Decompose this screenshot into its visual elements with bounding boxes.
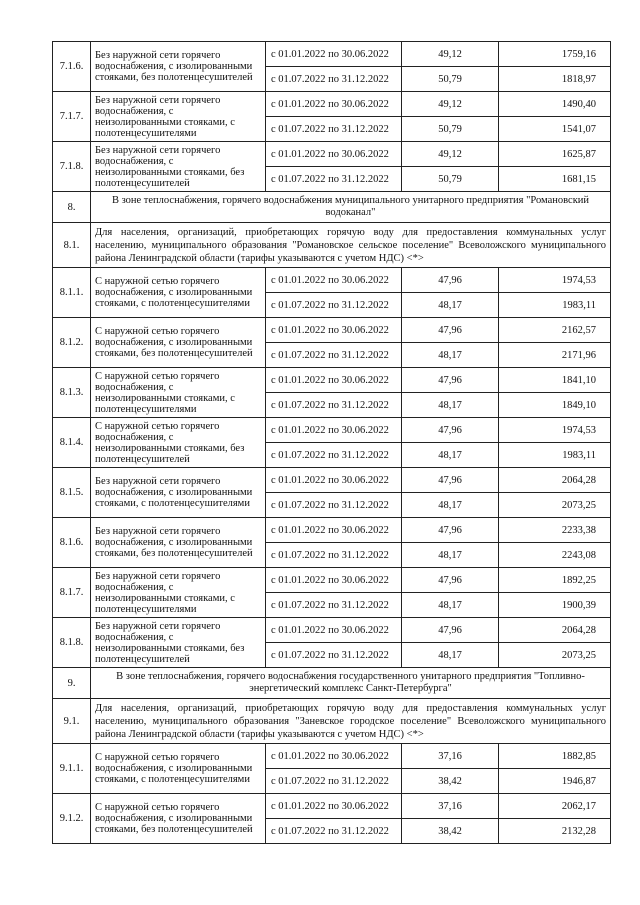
item-description: С наружной сетью горячего водоснабжения, с изолированными стояками, с полотенцесушителями <box>91 268 266 318</box>
tariff-energy-value: 1541,07 <box>499 117 611 142</box>
item-number: 8.1.4. <box>53 418 91 468</box>
item-number: 8.1.8. <box>53 618 91 668</box>
tariff-component-value: 37,16 <box>402 744 499 769</box>
item-description: Без наружной сети горячего водоснабжения, с изолированными стояками, без полотенцесушителей <box>91 42 266 92</box>
item-description: Без наружной сети горячего водоснабжения, с неизолированными стояками, с полотенцесушителями <box>91 92 266 142</box>
tariff-energy-value: 1849,10 <box>499 393 611 418</box>
tariff-component-value: 48,17 <box>402 643 499 668</box>
tariff-row <box>53 794 611 819</box>
tariff-component-value: 47,96 <box>402 568 499 593</box>
tariff-component-value: 48,17 <box>402 593 499 618</box>
tariff-component-value: 49,12 <box>402 92 499 117</box>
period-second-half: с 01.07.2022 по 31.12.2022 <box>266 293 402 318</box>
tariff-component-value: 48,17 <box>402 293 499 318</box>
tariff-energy-value: 1900,39 <box>499 593 611 618</box>
section-heading-row <box>53 668 611 699</box>
item-number: 7.1.6. <box>53 42 91 92</box>
period-first-half: с 01.01.2022 по 30.06.2022 <box>266 468 402 493</box>
period-first-half: с 01.01.2022 по 30.06.2022 <box>266 744 402 769</box>
period-first-half: с 01.01.2022 по 30.06.2022 <box>266 418 402 443</box>
tariff-energy-value: 1983,11 <box>499 293 611 318</box>
item-description: С наружной сетью горячего водоснабжения, с неизолированными стояками, без полотенцесушителей <box>91 418 266 468</box>
item-number: 8.1.7. <box>53 568 91 618</box>
item-number: 9.1.2. <box>53 794 91 844</box>
section-title: Для населения, организаций, приобретающих горячую воду для предоставления коммунальных услуг населению, муниципального образования "Заневское городское поселение" Всеволожского муниципального района Ленинградской области (тарифы указываются с учетом НДС) <*> <box>91 699 611 744</box>
period-second-half: с 01.07.2022 по 31.12.2022 <box>266 67 402 92</box>
tariff-component-value: 48,17 <box>402 493 499 518</box>
period-first-half: с 01.01.2022 по 30.06.2022 <box>266 318 402 343</box>
tariff-energy-value: 1681,15 <box>499 167 611 192</box>
tariff-component-value: 49,12 <box>402 142 499 167</box>
tariff-component-value: 50,79 <box>402 117 499 142</box>
tariff-energy-value: 1882,85 <box>499 744 611 769</box>
item-number: 8.1.3. <box>53 368 91 418</box>
tariff-document-page <box>52 41 610 844</box>
tariff-energy-value: 1946,87 <box>499 769 611 794</box>
tariff-component-value: 48,17 <box>402 443 499 468</box>
section-number: 9.1. <box>53 699 91 744</box>
period-second-half: с 01.07.2022 по 31.12.2022 <box>266 819 402 844</box>
period-first-half: с 01.01.2022 по 30.06.2022 <box>266 568 402 593</box>
period-first-half: с 01.01.2022 по 30.06.2022 <box>266 42 402 67</box>
tariff-energy-value: 2171,96 <box>499 343 611 368</box>
item-description: Без наружной сети горячего водоснабжения, с неизолированными стояками, без полотенцесушителей <box>91 142 266 192</box>
item-description: С наружной сетью горячего водоснабжения, с изолированными стояками, без полотенцесушителей <box>91 318 266 368</box>
tariff-row <box>53 92 611 117</box>
item-number: 9.1.1. <box>53 744 91 794</box>
section-title: В зоне теплоснабжения, горячего водоснабжения государственного унитарного предприятия "Топливно-энергетический комплекс Санкт-Петербурга" <box>91 668 611 699</box>
tariff-table-body <box>53 42 611 844</box>
item-description: Без наружной сети горячего водоснабжения, с изолированными стояками, с полотенцесушителями <box>91 468 266 518</box>
group-heading-row <box>53 223 611 268</box>
tariff-row <box>53 142 611 167</box>
tariff-energy-value: 2064,28 <box>499 468 611 493</box>
period-second-half: с 01.07.2022 по 31.12.2022 <box>266 117 402 142</box>
tariff-row <box>53 518 611 543</box>
tariff-energy-value: 2064,28 <box>499 618 611 643</box>
period-first-half: с 01.01.2022 по 30.06.2022 <box>266 268 402 293</box>
section-title: Для населения, организаций, приобретающих горячую воду для предоставления коммунальных услуг населению, муниципального образования "Романовское сельское поселение" Всеволожского муниципального района Ленинградской области (тарифы указываются с учетом НДС) <*> <box>91 223 611 268</box>
period-first-half: с 01.01.2022 по 30.06.2022 <box>266 142 402 167</box>
item-number: 7.1.7. <box>53 92 91 142</box>
tariff-row <box>53 368 611 393</box>
tariff-component-value: 47,96 <box>402 418 499 443</box>
tariff-component-value: 38,42 <box>402 769 499 794</box>
tariff-energy-value: 2243,08 <box>499 543 611 568</box>
item-number: 8.1.1. <box>53 268 91 318</box>
tariff-energy-value: 1625,87 <box>499 142 611 167</box>
tariff-energy-value: 2162,57 <box>499 318 611 343</box>
tariff-component-value: 48,17 <box>402 343 499 368</box>
section-number: 9. <box>53 668 91 699</box>
tariff-component-value: 47,96 <box>402 468 499 493</box>
item-number: 7.1.8. <box>53 142 91 192</box>
period-second-half: с 01.07.2022 по 31.12.2022 <box>266 543 402 568</box>
tariff-energy-value: 1818,97 <box>499 67 611 92</box>
tariff-energy-value: 1490,40 <box>499 92 611 117</box>
item-number: 8.1.2. <box>53 318 91 368</box>
tariff-energy-value: 1759,16 <box>499 42 611 67</box>
period-first-half: с 01.01.2022 по 30.06.2022 <box>266 518 402 543</box>
period-second-half: с 01.07.2022 по 31.12.2022 <box>266 643 402 668</box>
section-number: 8.1. <box>53 223 91 268</box>
period-second-half: с 01.07.2022 по 31.12.2022 <box>266 167 402 192</box>
tariff-energy-value: 1841,10 <box>499 368 611 393</box>
item-number: 8.1.5. <box>53 468 91 518</box>
section-title: В зоне теплоснабжения, горячего водоснабжения муниципального унитарного предприятия "Романовский водоканал" <box>91 192 611 223</box>
tariff-component-value: 49,12 <box>402 42 499 67</box>
period-second-half: с 01.07.2022 по 31.12.2022 <box>266 593 402 618</box>
period-second-half: с 01.07.2022 по 31.12.2022 <box>266 493 402 518</box>
tariff-row <box>53 268 611 293</box>
item-description: Без наружной сети горячего водоснабжения, с изолированными стояками, без полотенцесушителей <box>91 518 266 568</box>
tariff-component-value: 37,16 <box>402 794 499 819</box>
section-heading-row <box>53 192 611 223</box>
tariff-energy-value: 1974,53 <box>499 418 611 443</box>
section-number: 8. <box>53 192 91 223</box>
tariff-energy-value: 2073,25 <box>499 643 611 668</box>
tariff-component-value: 47,96 <box>402 518 499 543</box>
tariff-energy-value: 2132,28 <box>499 819 611 844</box>
tariff-row <box>53 568 611 593</box>
period-first-half: с 01.01.2022 по 30.06.2022 <box>266 794 402 819</box>
tariff-component-value: 47,96 <box>402 268 499 293</box>
tariff-component-value: 47,96 <box>402 618 499 643</box>
item-description: Без наружной сети горячего водоснабжения, с неизолированными стояками, без полотенцесушителей <box>91 618 266 668</box>
period-first-half: с 01.01.2022 по 30.06.2022 <box>266 368 402 393</box>
tariff-row <box>53 418 611 443</box>
item-description: С наружной сетью горячего водоснабжения, с неизолированными стояками, с полотенцесушителями <box>91 368 266 418</box>
period-second-half: с 01.07.2022 по 31.12.2022 <box>266 343 402 368</box>
tariff-row <box>53 468 611 493</box>
tariff-energy-value: 2073,25 <box>499 493 611 518</box>
item-description: С наружной сетью горячего водоснабжения, с изолированными стояками, с полотенцесушителями <box>91 744 266 794</box>
period-first-half: с 01.01.2022 по 30.06.2022 <box>266 618 402 643</box>
tariff-row <box>53 42 611 67</box>
tariff-energy-value: 2233,38 <box>499 518 611 543</box>
item-description: С наружной сетью горячего водоснабжения, с изолированными стояками, без полотенцесушителей <box>91 794 266 844</box>
tariff-component-value: 50,79 <box>402 67 499 92</box>
period-second-half: с 01.07.2022 по 31.12.2022 <box>266 443 402 468</box>
group-heading-row <box>53 699 611 744</box>
item-description: Без наружной сети горячего водоснабжения, с неизолированными стояками, с полотенцесушителями <box>91 568 266 618</box>
tariff-component-value: 48,17 <box>402 393 499 418</box>
tariff-component-value: 38,42 <box>402 819 499 844</box>
tariff-energy-value: 1983,11 <box>499 443 611 468</box>
tariff-energy-value: 1974,53 <box>499 268 611 293</box>
tariff-row <box>53 618 611 643</box>
period-second-half: с 01.07.2022 по 31.12.2022 <box>266 769 402 794</box>
tariff-table <box>52 41 611 844</box>
tariff-row <box>53 318 611 343</box>
tariff-energy-value: 1892,25 <box>499 568 611 593</box>
period-first-half: с 01.01.2022 по 30.06.2022 <box>266 92 402 117</box>
tariff-row <box>53 744 611 769</box>
tariff-component-value: 47,96 <box>402 318 499 343</box>
tariff-component-value: 47,96 <box>402 368 499 393</box>
tariff-energy-value: 2062,17 <box>499 794 611 819</box>
item-number: 8.1.6. <box>53 518 91 568</box>
tariff-component-value: 48,17 <box>402 543 499 568</box>
period-second-half: с 01.07.2022 по 31.12.2022 <box>266 393 402 418</box>
tariff-component-value: 50,79 <box>402 167 499 192</box>
